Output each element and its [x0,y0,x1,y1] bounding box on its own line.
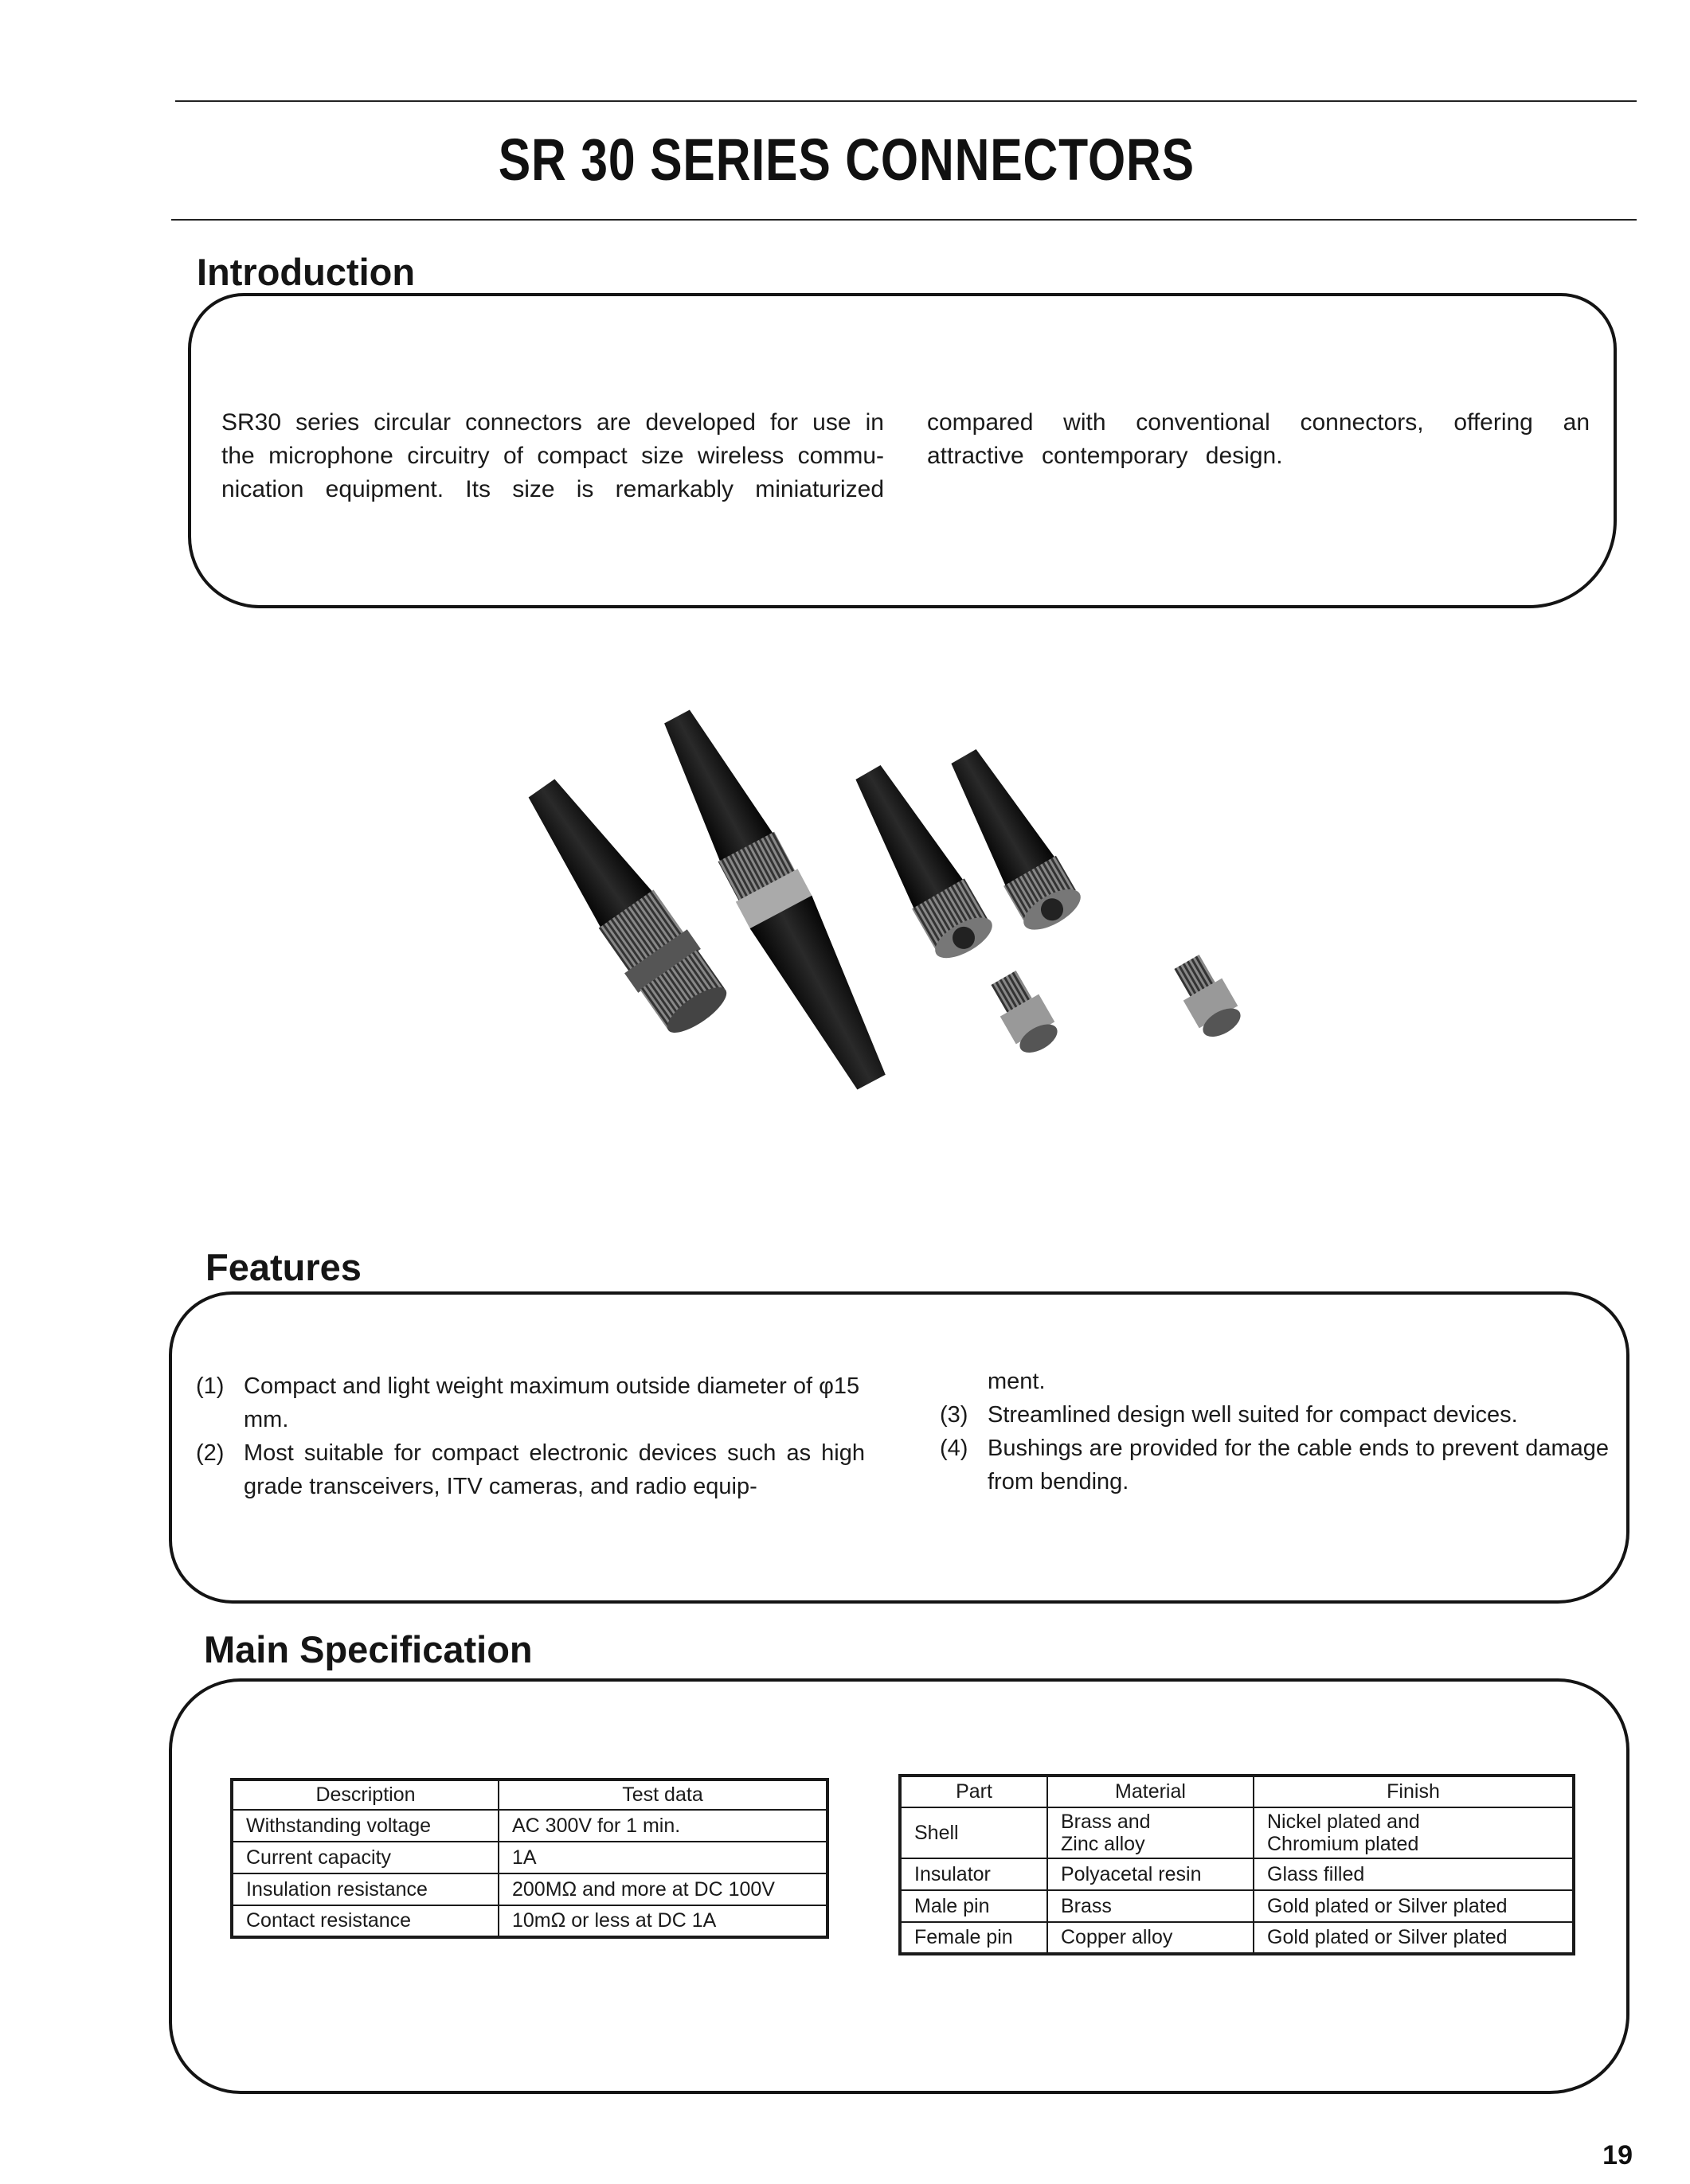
feature-number: (1) [196,1373,225,1399]
table-cell: Insulation resistance [232,1873,499,1905]
introduction-heading: Introduction [197,251,416,293]
table-cell: Copper alloy [1047,1922,1254,1954]
table-cell: Withstanding voltage [232,1810,499,1842]
page-title: SR 30 SERIES CONNECTORS [498,127,1195,193]
feature-item [940,1398,1609,1432]
materials-spec-table [898,1774,1575,1955]
table-cell: Nickel plated and Chromium plated [1254,1807,1574,1858]
features-heading: Features [205,1246,362,1288]
feature-text: Compact and light weight maximum outside diameter of φ15 mm. [244,1373,860,1432]
feature-text: ment. [988,1369,1046,1394]
feature-item [196,1369,865,1436]
electrical-spec-table [230,1778,829,1939]
intro-left-line: nication equipment. Its size is remarkably miniaturized [221,476,884,502]
intro-left-line: SR30 series circular connectors are developed for use in [221,409,884,436]
feature-item [940,1365,1609,1398]
table-cell: Male pin [900,1890,1047,1922]
feature-number: (4) [940,1436,968,1461]
title-underline [171,219,1637,221]
table-cell: 200MΩ and more at DC 100V [499,1873,827,1905]
table-cell: Gold plated or Silver plated [1254,1922,1574,1954]
intro-right-line: compared with conventional connectors, offering an [927,409,1590,436]
table-cell: Glass filled [1254,1858,1574,1890]
feature-number: (3) [940,1402,968,1428]
receptacle-4-icon [1168,951,1246,1043]
table-header: Test data [499,1780,827,1810]
table-cell: Female pin [900,1922,1047,1954]
table-cell: Brass [1047,1890,1254,1922]
intro-left-line: the microphone circuitry of compact size wireless commu- [221,443,884,469]
page-number: 19 [1602,2140,1633,2170]
connector-photo [446,701,1370,1147]
table-cell: Contact resistance [232,1905,499,1937]
feature-text: Streamlined design well suited for compact devices. [988,1402,1518,1428]
connector-2-icon [646,701,902,1099]
table-cell: 1A [499,1842,827,1873]
feature-text: Bushings are provided for the cable ends to prevent damage from bending. [988,1436,1609,1494]
table-cell: Gold plated or Silver plated [1254,1890,1574,1922]
table-cell: AC 300V for 1 min. [499,1810,827,1842]
table-cell: Shell [900,1807,1047,1858]
feature-text: Most suitable for compact electronic devices such as high grade transceivers, ITV cameras, and radio equip- [244,1440,865,1499]
table-cell: Brass and Zinc alloy [1047,1807,1254,1858]
intro-right-line: attractive contemporary design. [927,443,1283,469]
table-cell: Insulator [900,1858,1047,1890]
feature-item [940,1432,1609,1498]
table-cell: 10mΩ or less at DC 1A [499,1905,827,1937]
table-header: Description [232,1780,499,1810]
features-right-column [940,1365,1609,1498]
table-header: Finish [1254,1776,1574,1807]
top-rule [175,100,1637,102]
table-cell: Current capacity [232,1842,499,1873]
features-left-column [196,1369,865,1503]
introduction-left-column [221,406,884,506]
introduction-right-column [927,406,1590,473]
receptacle-3-icon [984,967,1063,1059]
feature-item [196,1436,865,1503]
table-header: Material [1047,1776,1254,1807]
table-header: Part [900,1776,1047,1807]
main-spec-heading: Main Specification [204,1628,533,1670]
table-cell: Polyacetal resin [1047,1858,1254,1890]
feature-number: (2) [196,1440,225,1466]
